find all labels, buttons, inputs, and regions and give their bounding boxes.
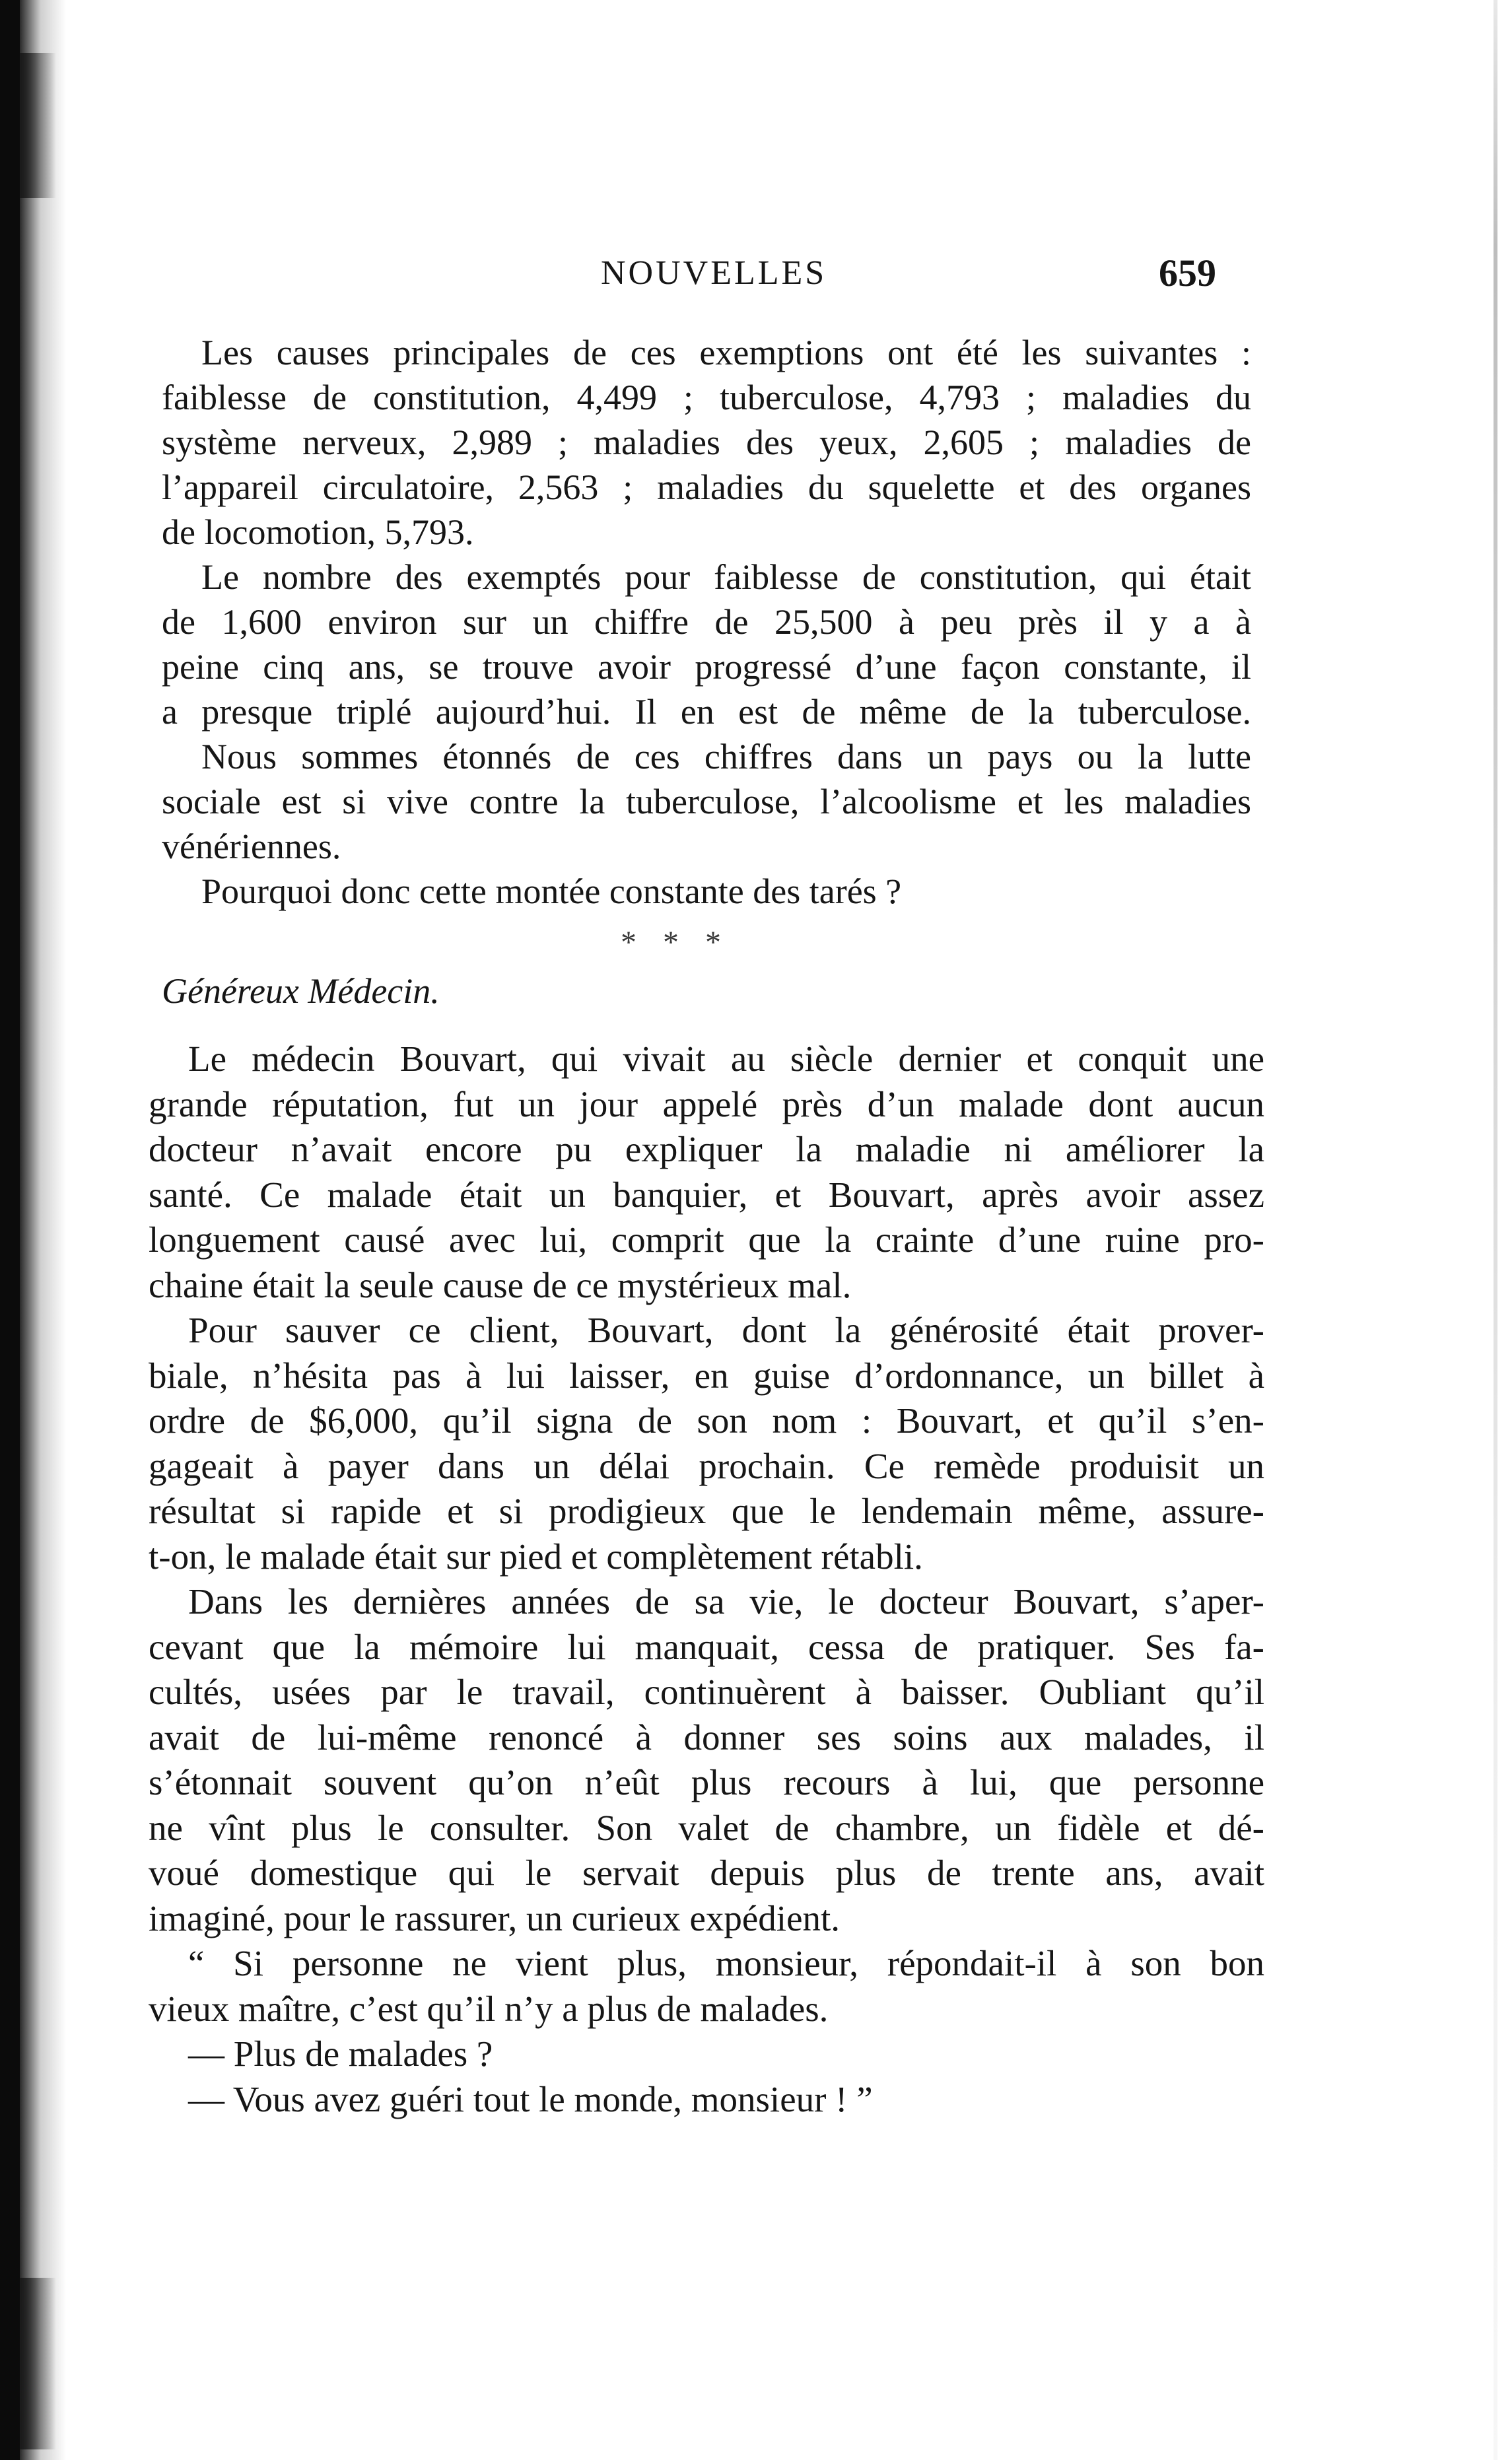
text-line: Les causes principales de ces exemptions ont été les suivantes : (201, 333, 1251, 372)
text-line: chaine était la seule cause de ce mystérieux mal. (149, 1264, 852, 1305)
page-binding-mark (20, 53, 56, 198)
section-1-text (162, 330, 1251, 914)
page-binding-shadow (20, 0, 66, 2460)
page-right-edge (1494, 0, 1497, 2460)
text-line: faiblesse de constitution, 4,499 ; tuberculose, 4,793 ; maladies du (162, 378, 1251, 417)
text-line: santé. Ce malade était un banquier, et Bouvart, après avoir assez (149, 1174, 1264, 1215)
text-line: Nous sommes étonnés de ces chiffres dans un pays ou la lutte (201, 737, 1251, 776)
text-line: docteur n’avait encore pu expliquer la maladie ni améliorer la (149, 1129, 1264, 1169)
text-line: gageait à payer dans un délai prochain. Ce remède produisit un (149, 1445, 1264, 1486)
text-line: Pourquoi donc cette montée constante des tarés ? (201, 871, 902, 911)
text-line: ordre de $6,000, qu’il signa de son nom : Bouvart, et qu’il s’en- (149, 1400, 1264, 1441)
section-separator: * * * (621, 925, 730, 960)
text-line: de locomotion, 5,793. (162, 512, 474, 552)
text-line: sociale est si vive contre la tuberculose, l’alcoolisme et les maladies (162, 782, 1251, 821)
text-line: cultés, usées par le travail, continuèrent à baisser. Oubliant qu’il (149, 1672, 1264, 1712)
text-line: vieux maître, c’est qu’il n’y a plus de malades. (149, 1988, 829, 2029)
text-line: a presque triplé aujourd’hui. Il en est de même de la tuberculose. (162, 692, 1251, 732)
text-line: résultat si rapide et si prodigieux que le lendemain même, assure- (149, 1491, 1264, 1531)
text-line: s’étonnait souvent qu’on n’eût plus recours à lui, que personne (149, 1762, 1264, 1802)
text-line: de 1,600 environ sur un chiffre de 25,500 à peu près il y a à (162, 602, 1251, 642)
text-line: “ Si personne ne vient plus, monsieur, répondait-il à son bon (188, 1943, 1264, 1983)
text-line: t-on, le malade était sur pied et complètement rétabli. (149, 1536, 923, 1577)
page-binding-mark (20, 2278, 56, 2449)
running-head: NOUVELLES (601, 254, 827, 292)
text-line: voué domestique qui le servait depuis plus de trente ans, avait (149, 1853, 1264, 1893)
text-line: Pour sauver ce client, Bouvart, dont la générosité était prover- (188, 1310, 1264, 1350)
text-line: ne vînt plus le consulter. Son valet de chambre, un fidèle et dé- (149, 1807, 1264, 1848)
text-line: — Plus de malades ? (188, 2033, 493, 2074)
page-binding-edge (0, 0, 20, 2460)
text-line: système nerveux, 2,989 ; maladies des yeux, 2,605 ; maladies de (162, 423, 1251, 462)
text-line: Le médecin Bouvart, qui vivait au siècle dernier et conquit une (188, 1039, 1264, 1079)
text-line: imaginé, pour le rassurer, un curieux expédient. (149, 1897, 841, 1938)
text-line: biale, n’hésita pas à lui laisser, en guise d’ordonnance, un billet à (149, 1355, 1264, 1396)
text-line: Le nombre des exemptés pour faiblesse de constitution, qui était (201, 557, 1251, 597)
text-line: cevant que la mémoire lui manquait, cessa de pratiquer. Ses fa- (149, 1626, 1264, 1667)
page-number: 659 (1159, 252, 1216, 294)
text-line: longuement causé avec lui, comprit que la crainte d’une ruine pro- (149, 1219, 1264, 1260)
text-line: grande réputation, fut un jour appelé près d’un malade dont aucun (149, 1083, 1264, 1124)
text-line: avait de lui-même renoncé à donner ses soins aux malades, il (149, 1717, 1264, 1758)
text-line: l’appareil circulatoire, 2,563 ; maladies du squelette et des organes (162, 467, 1251, 507)
text-line: peine cinq ans, se trouve avoir progressé d’une façon constante, il (162, 647, 1251, 687)
text-line: Dans les dernières années de sa vie, le docteur Bouvart, s’aper- (188, 1581, 1264, 1622)
text-line: — Vous avez guéri tout le monde, monsieur ! ” (188, 2078, 873, 2119)
section-2-text (149, 1037, 1264, 2122)
text-line: vénériennes. (162, 827, 341, 866)
section-heading: Généreux Médecin. (162, 971, 440, 1011)
